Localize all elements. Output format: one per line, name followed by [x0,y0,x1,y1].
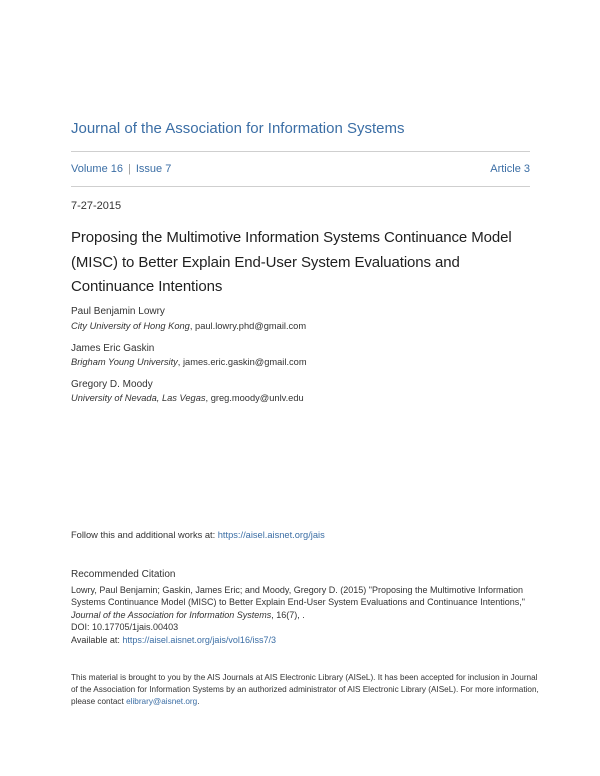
affiliation-name: University of Nevada, Las Vegas [71,393,206,403]
issue-link[interactable]: Issue 7 [135,163,172,175]
follow-text: Follow this and additional works at: [71,530,218,540]
author-name: Gregory D. Moody [71,379,153,390]
citation-volume: , 16(7), . [271,609,305,620]
author-affiliation: Brigham Young University, james.eric.gaskin@gmail.com [71,357,307,367]
issue-breadcrumb [71,163,171,175]
author-email: paul.lowry.phd@gmail.com [195,321,307,331]
citation-block [71,584,541,646]
follow-line [71,530,325,540]
available-label: Available at: [71,634,123,645]
follow-link[interactable]: https://aisel.aisnet.org/jais [217,530,325,540]
contact-email-link[interactable]: elibrary@aisnet.org [126,697,198,706]
author-name: James Eric Gaskin [71,343,155,354]
library-notice [71,672,541,708]
header-divider-top [71,151,530,152]
breadcrumb-separator: | [127,163,131,175]
available-link[interactable]: https://aisel.aisnet.org/jais/vol16/iss7/3 [122,634,276,645]
publication-date: 7-27-2015 [71,200,122,212]
article-title: Proposing the Multimotive Information Systems Continuance Model (MISC) to Better Explain End-User System Evaluations and Continuance Intentions [71,229,512,295]
header-divider-bottom [71,186,530,187]
author-name: Paul Benjamin Lowry [71,306,165,317]
notice-text: This material is brought to you by the AIS Journals at AIS Electronic Library (AISeL). It has been accepted for inclusion in Journal of the Association for Information Systems by an authorized administrator of AIS Electronic Library (AISeL). For more information, please contact [71,673,539,706]
citation-journal: Journal of the Association for Information Systems [71,609,272,620]
author-affiliation: City University of Hong Kong, paul.lowry.phd@gmail.com [71,321,307,331]
author-affiliation: University of Nevada, Las Vegas, greg.moody@unlv.edu [71,393,304,403]
citation-doi: DOI: 10.17705/1jais.00403 [71,622,179,633]
volume-link[interactable]: Volume 16 [71,163,123,175]
notice-end: . [197,697,200,706]
author-email: greg.moody@unlv.edu [210,393,304,403]
affiliation-name: Brigham Young University [71,357,178,367]
author-email: james.eric.gaskin@gmail.com [182,357,307,367]
citation-text: Lowry, Paul Benjamin; Gaskin, James Eric; and Moody, Gregory D. (2015) "Proposing the Multimotive Information Systems Continuance Model (MISC) to Better Explain End-User System Evaluations and Continuance Intentions," [71,585,525,608]
journal-title[interactable]: Journal of the Association for Information Systems [71,120,405,137]
article-link[interactable]: Article 3 [490,163,530,175]
affiliation-name: City University of Hong Kong [71,321,190,331]
recommended-citation-heading: Recommended Citation [71,569,176,580]
